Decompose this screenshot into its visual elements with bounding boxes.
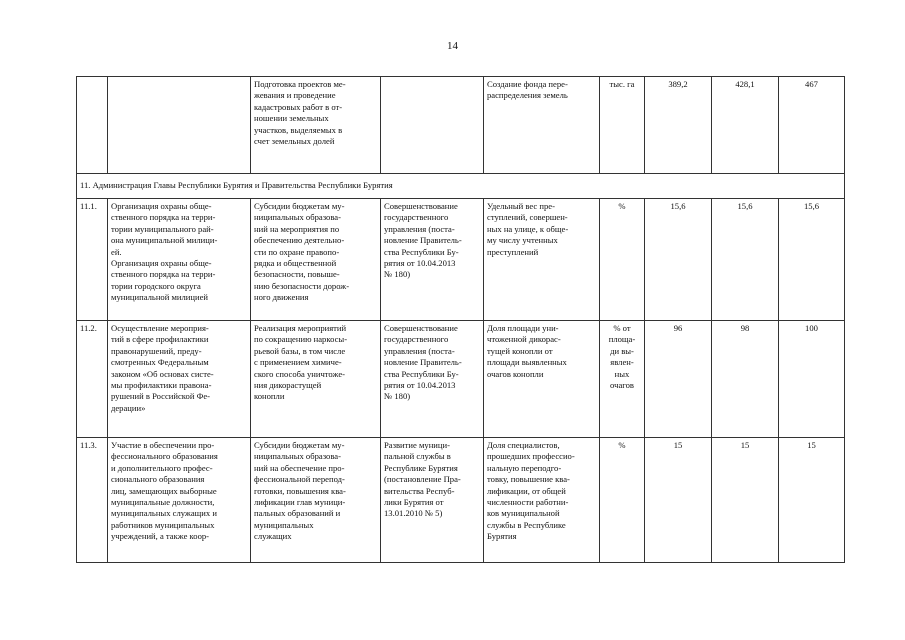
section-title: 11. Администрация Главы Республики Бурятия и Правительства Республики Бурятия	[77, 174, 845, 199]
value-cell: 428,1	[712, 77, 779, 174]
value-cell: 96	[645, 321, 712, 438]
program-table	[76, 76, 845, 563]
goal-cell: Организация охраны обще- ственного порядка на терри- тории муниципального рай- она муниципальной милици- ей. Организация охраны обще- ственного порядка на терри- тории городского округа муниципальной милицией	[108, 199, 251, 321]
value-cell: 15	[645, 438, 712, 563]
row-number-cell: 11.2.	[77, 321, 108, 438]
measure-cell: Субсидии бюджетам му- ниципальных образова- ний на обеспечение про- фессиональной перепод- готовки, повышения ква- лификации глав муници- пальных образований и муниципальных служащих	[251, 438, 381, 563]
measure-cell: Субсидии бюджетам му- ниципальных образова- ний на мероприятия по обеспечению деятельно- сти по охране правопо- рядка и общественной безопасности, повыше- нию безопасности дорож- ного движения	[251, 199, 381, 321]
target-cell: Совершенствование государственного управления (поста- новление Правитель- ства Республики Бу- рятия от 10.04.2013 № 180)	[381, 321, 484, 438]
goal-cell: Участие в обеспечении про- фессионального образования и дополнительного профес- сионального образования лиц, замещающих выборные муниципальные должности, муниципальных служащих и работников муниципальных учреждений, а также коор-	[108, 438, 251, 563]
row-number-cell	[77, 77, 108, 174]
unit-cell: % от площа- ди вы- явлен- ных очагов	[600, 321, 645, 438]
target-cell: Совершенствование государственного управления (поста- новление Правитель- ства Республики Бу- рятия от 10.04.2013 № 180)	[381, 199, 484, 321]
value-cell: 98	[712, 321, 779, 438]
value-cell: 15	[712, 438, 779, 563]
unit-cell: тыс. га	[600, 77, 645, 174]
measure-cell: Реализация мероприятий по сокращению наркосы- рьевой базы, в том числе с применением химиче- ского способа уничтоже- ния дикорастущей конопли	[251, 321, 381, 438]
goal-cell: Осуществление мероприя- тий в сфере профилактики правонарушений, преду- смотренных Федеральным законом «Об основах систе- мы профилактики правона- рушений в Российской Фе- дерации»	[108, 321, 251, 438]
indicator-cell: Доля специалистов, прошедших профессио- нальную переподго- товку, повышение ква- лификации, от общей численности работни- ков муниципальной службы в Республике Бурятия	[484, 438, 600, 563]
table-row	[77, 321, 845, 438]
page-number: 14	[447, 40, 458, 52]
indicator-cell: Доля площади уни- чтоженной дикорас- тущей конопли от площади выявленных очагов конопли	[484, 321, 600, 438]
measure-cell: Подготовка проектов ме- жевания и проведение кадастровых работ в от- ношении земельных участков, выделяемых в счет земельных долей	[251, 77, 381, 174]
value-cell: 467	[779, 77, 845, 174]
value-cell: 15,6	[712, 199, 779, 321]
unit-cell: %	[600, 438, 645, 563]
value-cell: 15,6	[779, 199, 845, 321]
indicator-cell: Создание фонда пере- распределения земель	[484, 77, 600, 174]
indicator-cell: Удельный вес пре- ступлений, совершен- ных на улице, к обще- му числу учтенных преступлений	[484, 199, 600, 321]
section-row	[77, 174, 845, 199]
target-cell	[381, 77, 484, 174]
value-cell: 15	[779, 438, 845, 563]
row-number-cell: 11.1.	[77, 199, 108, 321]
value-cell: 389,2	[645, 77, 712, 174]
row-number-cell: 11.3.	[77, 438, 108, 563]
table-row	[77, 199, 845, 321]
value-cell: 15,6	[645, 199, 712, 321]
table-row	[77, 438, 845, 563]
unit-cell: %	[600, 199, 645, 321]
table-row	[77, 77, 845, 174]
value-cell: 100	[779, 321, 845, 438]
target-cell: Развитие муници- пальной службы в Республике Бурятия (постановление Пра- вительства Респуб- лики Бурятия от 13.01.2010 № 5)	[381, 438, 484, 563]
goal-cell	[108, 77, 251, 174]
